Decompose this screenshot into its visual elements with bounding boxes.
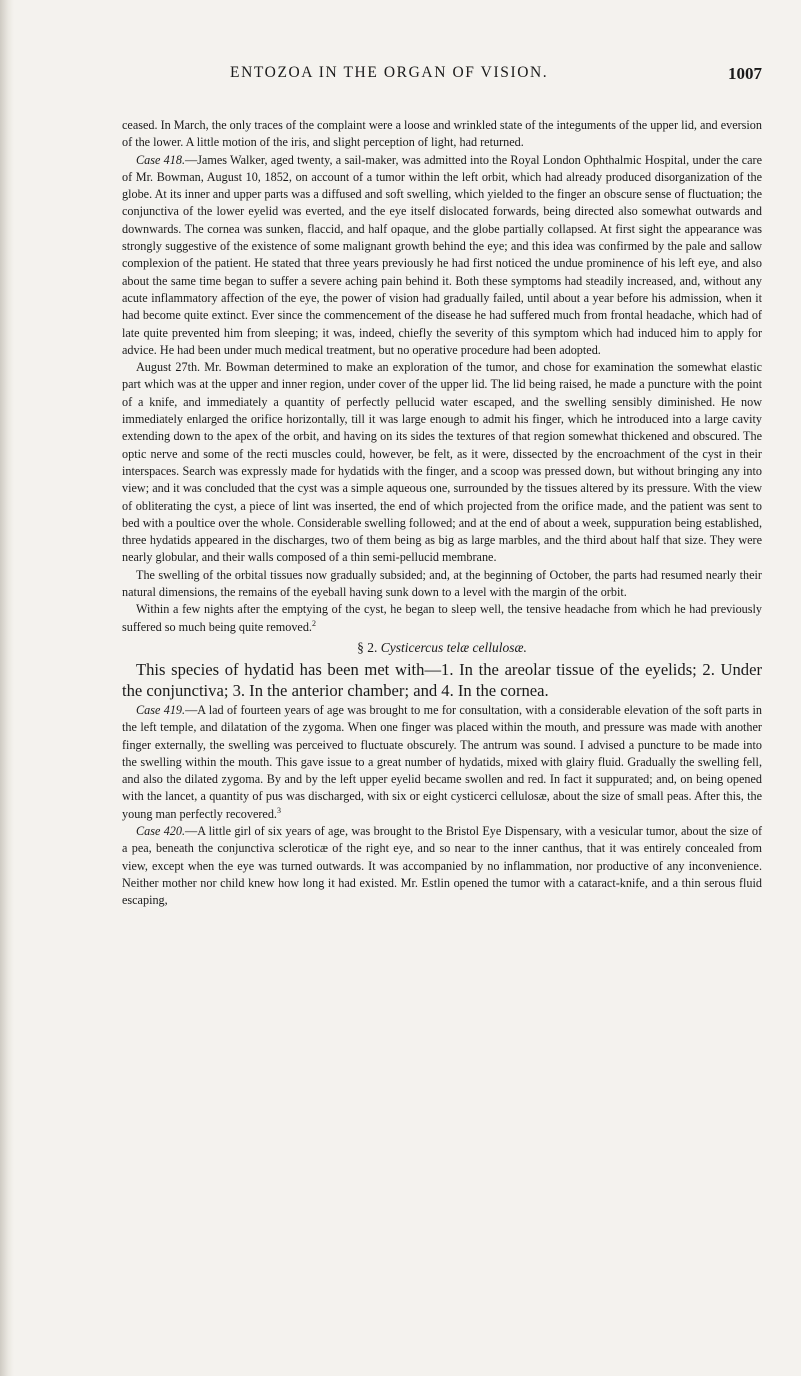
paragraph-swelling-subsided: The swelling of the orbital tissues now gradually subsided; and, at the beginning of October, the parts had resumed nearly their natural dimensions, the remains of the eyeball having sunk down to a level with the margin of the orbit. xyxy=(122,567,762,600)
case-label: Case 419. xyxy=(136,702,186,717)
section-title: Cysticercus telæ cellulosæ. xyxy=(380,639,527,655)
case-text: —A lad of fourteen years of age was brought to me for consultation, with a considerable elevation of the soft parts in the left temple, and dilatation of the zygoma. When one finger was placed within the mouth, and pressure was made with another finger externally, the swelling was perceived to fluctuate obscurely. The antrum was sound. I advised a puncture to be made into the swelling within the mouth. This gave issue to a great number of hydatids, mixed with glairy fluid. Gradually the swelling fell, and also the dilated zygoma. By and by the left upper eyelid became swollen and red. In fact it suppurated; and, on being opened with the lancet, a quantity of pus was discharged, with six or eight cysticerci cellulosæ, about the size of small peas. After this, the young man perfectly recovered. xyxy=(122,702,763,821)
page-body xyxy=(122,117,762,909)
case-text: —James Walker, aged twenty, a sail-maker, was admitted into the Royal London Ophthalmic Hospital, under the care of Mr. Bowman, August 10, 1852, on account of a tumor within the left orbit, which had already produced disorganization of the globe. At its inner and upper parts was a diffused and soft swelling, which yielded to the finger an obscure sense of fluctuation; the conjunctiva of the lower eyelid was everted, and the eye itself dislocated forwards, being directed also somewhat outwards and downwards. The cornea was sunken, flaccid, and half opaque, and the globe partially collapsed. At first sight the appearance was strongly suggestive of the existence of some malignant growth behind the eye; and this idea was confirmed by the pale and sallow complexion of the patient. He stated that three years previously he had first noticed the undue prominence of his left eye, and also about the same time began to suffer a severe aching pain behind it. Both these symptoms had steadily increased, and, without any acute inflammatory affection of the eye, the power of vision had gradually failed, until about a year before his admission, when it had become quite extinct. Ever since the commencement of the disease he had suffered much from frontal headache, which had of late quite prevented him from sleeping; it was, indeed, chiefly the severity of this symptom which had induced him to apply for advice. He had been under much medical treatment, but no operative procedure had been adopted. xyxy=(122,152,763,357)
section-heading xyxy=(122,639,762,657)
paragraph-recovery xyxy=(122,601,762,636)
footnote-ref: 3 xyxy=(276,805,281,815)
running-title: ENTOZOA IN THE ORGAN OF VISION. xyxy=(230,64,549,81)
paragraph-case-420 xyxy=(122,823,762,909)
case-text: —A little girl of six years of age, was brought to the Bristol Eye Dispensary, with a vesicular tumor, about the size of a pea, beneath the conjunctiva scleroticæ of the right eye, and so near to the inner canthus, that it was entirely concealed from view, except when the eye was turned outwards. It was accompanied by no inflammation, nor productive of any inconvenience. Neither mother nor child knew how long it had existed. Mr. Estlin opened the tumor with a cataract-knife, and a thin serous fluid escaping, xyxy=(122,823,763,908)
paragraph-case-418 xyxy=(122,152,762,360)
paragraph-case-419 xyxy=(122,702,762,823)
page-number: 1007 xyxy=(728,64,762,83)
page-binding-shadow xyxy=(0,0,14,1376)
case-label: Case 420. xyxy=(136,823,186,838)
paragraph-continuation: ceased. In March, the only traces of the complaint were a loose and wrinkled state of the integuments of the upper lid, and eversion of the lower. A little motion of the iris, and slight perception of light, had returned. xyxy=(122,118,762,150)
page-header xyxy=(122,64,762,88)
paragraph-text: Within a few nights after the emptying of the cyst, he began to sleep well, the tensive headache from which he had previously suffered so much being quite removed. xyxy=(122,602,762,634)
paragraph-august-27: August 27th. Mr. Bowman determined to make an exploration of the tumor, and chose for examination the somewhat elastic part which was at the upper and inner region, under cover of the upper lid. The lid being raised, he made a puncture with the point of a knife, and immediately a quantity of perfectly pellucid water escaped, and the swelling sensibly diminished. He now immediately enlarged the orifice horizontally, till it was large enough to admit his finger, which he introduced into a large cavity extending down to the apex of the orbit, and having on its sides the textures of that region somewhat thickened and obscured. The optic nerve and some of the recti muscles could, however, be felt, as it were, dissected by the encroachment of the cyst in their interspaces. Search was expressly made for hydatids with the finger, and a scoop was pressed down, but without bringing any into view; and it was concluded that the cyst was a simple aqueous one, surrounded by the tissues altered by its pressure. With the view of obliterating the cyst, a piece of lint was inserted, the end of which projected from the orifice made, and the patient was sent to bed with a poultice over the whole. Considerable swelling followed; and at the end of about a week, suppuration being established, three hydatids appeared in the discharges, two of them being as big as large marbles, and the third about half that size. They were nearly globular, and their walls composed of a thin semi-pellucid membrane. xyxy=(122,360,762,565)
footnote-ref: 2 xyxy=(311,618,316,628)
case-label: Case 418. xyxy=(136,152,185,167)
section-number: § 2. xyxy=(357,639,378,655)
section-intro: This species of hydatid has been met with—1. In the areolar tissue of the eyelids; 2. Under the conjunctiva; 3. In the anterior chamber; and 4. In the cornea. xyxy=(122,659,762,701)
